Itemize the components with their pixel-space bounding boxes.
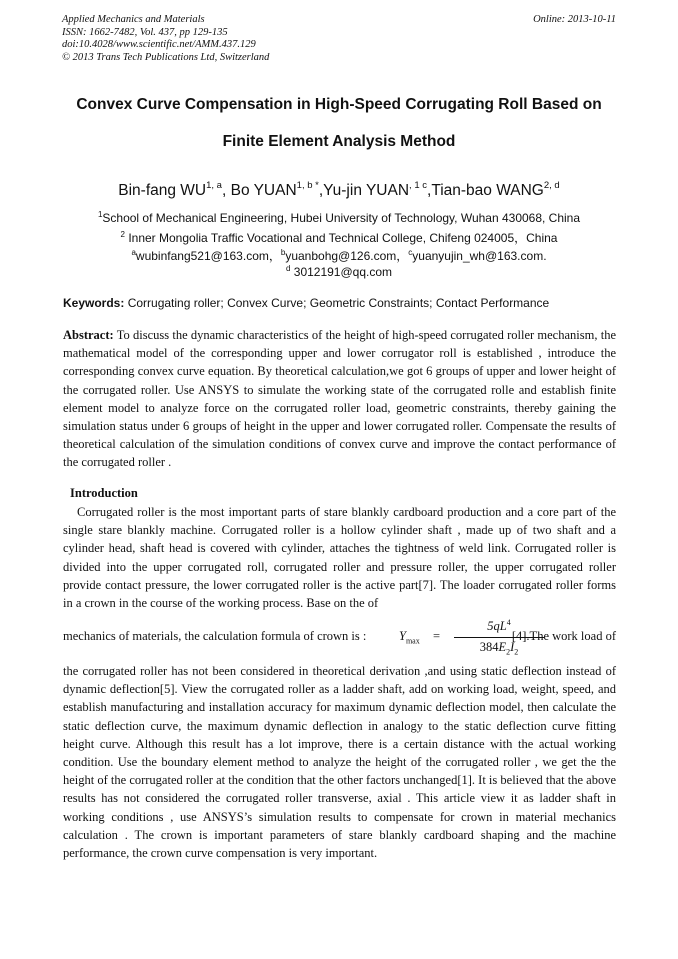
keywords-section [63,296,618,310]
author-list: Bin-fang WU$^{1, a}$, Bo $YUAN^{1, b *},Yu$-jin $YUAN^{, 1 c},Tian$-bao WANG$^{2, d}$ [118,180,560,199]
formula-coefficient: 384 [479,640,499,654]
author-affiliation-mark: , 1 c [409,180,427,191]
author-name: Tian-bao WANG [431,182,544,199]
author-name: Yu-jin YUAN [323,182,410,199]
formula-symbol: I [510,640,515,654]
formula-symbol: Y [399,629,406,643]
email-mark: b [280,248,286,257]
formula-subscript: 2 [514,647,519,657]
email-line-2 [40,264,638,279]
author-name: Bo YUAN [230,182,297,199]
author-affiliation-mark: 2, d [543,180,560,191]
formula-superscript: 4 [506,618,511,627]
email-mark: a [131,248,136,257]
formula-subscript: max [405,636,420,646]
email-mark: d [285,264,291,273]
keywords-label: Keywords: [63,296,125,310]
formula-subscript: 2 [506,647,511,657]
doi-line: doi:10.4028/www.scientific.net/AMM.437.129 [62,39,256,50]
introduction-paragraph-1: Corrugated roller is the most important parts of stare blankly cardboard production and a core part of the single stare blankly machine. Corrugated roller is a hollow cylinder shaft , made up of two shaft and a cylinder head, shaft head is covered with cylinder, attaches the tightness of weld link. Corrugated roller is divided into the upper corrugated roll, corrugated roller and pressure roller, the upper corrugated roller provide contact pressure, the lower corrugated roller is the active part[7]. The loader corrugated roller forms in a crown in the course of the working process. Base on the of [63,505,616,611]
journal-header [62,14,616,64]
affiliation-2 [40,229,638,246]
abstract-text: To discuss the dynamic characteristics of the height of high-speed corrugated roller mechanism, the mathematical model of the corresponding upper and lower corrugator roll is established , introduce the corresponding convex curve equation. By theoretical calculation,we got 6 groups of upper and lower height of the corrugated roller. Use ANSYS to simulate the working state of the corrugated rolle and establish finite element model to analyze force on the corrugated roller load, geometric constraints, thereby gaining the simulation status under 6 groups of height in the upper and lower corrugated roller. Compensate the results of theoretical calculation of the simulation conditions of convex curve and improve the contact performance of the corrugated roller . [63,328,616,470]
formula-line [63,618,616,658]
affiliation-text: School of Mechanical Engineering, Hubei University of Technology, Wuhan 430068, China [102,211,581,225]
email-address: yuanyujin_wh@163.com. [412,249,547,263]
formula-trail-text: [4].The work load of [511,629,616,643]
affiliation-1 [40,210,638,225]
abstract-label: Abstract: [63,328,114,342]
email-line-1 [40,247,638,264]
keywords-text: Corrugating roller; Convex Curve; Geometric Constraints; Contact Performance [127,296,550,310]
formula-symbol: E [498,640,507,654]
email-address: yuanbohg@126.com， [285,249,409,263]
introduction-paragraph-2: the corrugated roller has not been considered in theoretical derivation ,and using static deflection instead of dynamic deflection[5]. View the corrugated roller as a ladder shaft, add on working load, weight, speed, and establish manufacturing and installation accuracy for maximum dynamic deflection model, then calculate the static deflection curve, the maximum dynamic deflection in analogy to the static deflection curve fitting height curve. Although this result has a lot improve, there is a certain distance with the actual working condition. Use the boundary element method to analyze the height of the corrugated roller , we get the the height of the corrugated roller at the condition that the other factors unchanged[1]. It is believed that the above results has not considered the corrugated roller transverse, axial . This article view it as ladder shaft in working conditions , use ANSYS’s simulation results to compensate for crown in material mechanics calculation . The crown is important parameters of stare blankly cardboard shaping and the machine performance, the crown curve compensation is very important. [63,664,616,861]
author-affiliation-mark: 1, b * [296,180,319,191]
email-mark: c [408,248,413,257]
journal-name: Applied Mechanics and Materials [62,14,205,25]
affiliation-mark: 1 [97,210,103,219]
copyright-line: © 2013 Trans Tech Publications Ltd, Switzerland [62,51,270,63]
affiliation-text: Inner Mongolia Traffic Vocational and Technical College, Chifeng 024005，China [128,231,558,245]
affiliation-mark: 2 [120,230,125,239]
formula-symbol: 5qL [487,619,507,633]
email-address: 3012191@qq.com [293,265,393,279]
paper-title-line-2: Finite Element Analysis Method [222,133,456,150]
formula-lead-text: mechanics of materials, the calculation formula of crown is : [63,629,367,643]
author-affiliation-mark: 1, a [206,180,222,191]
abstract-section [63,326,616,472]
issn-line: ISSN: 1662-7482, Vol. 437, pp 129-135 [62,26,228,38]
formula-lhs [399,629,420,646]
author-name: Bin-fang WU [118,182,207,199]
formula-equals: = [433,629,441,643]
email-address: wubinfang521@163.com， [135,249,281,263]
online-date: Online: 2013-10-11 [533,14,616,25]
paper-title-line-1: Convex Curve Compensation in High-Speed Corrugating Roll Based on [76,96,602,113]
introduction-heading: Introduction [70,486,138,500]
